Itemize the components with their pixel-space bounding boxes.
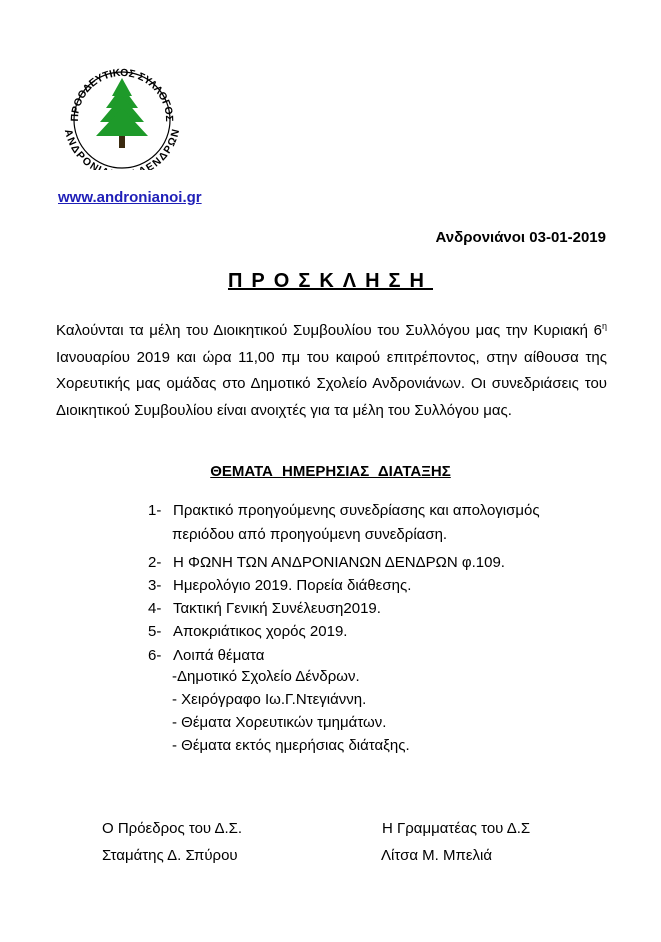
agenda-heading: ΘΕΜΑΤΑ ΗΜΕΡΗΣΙΑΣ ΔΙΑΤΑΞΗΣ xyxy=(210,463,451,480)
agenda-item: 3- Ημερολόγιο 2019. Πορεία διάθεσης. xyxy=(148,577,412,594)
logo-text-top: ΠΡΟΟΔΕΥΤΙΚΟΣ ΣΥΛΛΟΓΟΣ xyxy=(68,66,176,122)
agenda-item: 6- Λοιπά θέματα xyxy=(148,647,265,664)
secretary-role: Η Γραμματέας του Δ.Σ xyxy=(382,820,531,837)
agenda-subitem: -Δημοτικό Σχολείο Δένδρων. xyxy=(172,668,360,685)
document-title: ΠΡΟΣΚΛΗΣΗ xyxy=(227,270,433,292)
agenda-subitem: - Θέματα εκτός ημερήσιας διάταξης. xyxy=(172,737,410,754)
agenda-item: 1- Πρακτικό προηγούμενης συνεδρίασης και απολογισμός xyxy=(148,502,540,519)
president-name: Σταμάτης Δ. Σπύρου xyxy=(102,847,238,864)
tree-seal-icon xyxy=(62,66,182,170)
agenda-subitem: - Χειρόγραφο Ιω.Γ.Ντεγιάννη. xyxy=(172,691,367,708)
invitation-paragraph: Καλούνται τα μέλη του Διοικητικού Συμβουλίου του Συλλόγου μας την Κυριακή $6^\eta$ Ιανουαρίου 2019 και ώρα 11,00 πμ του καιρού επιτρέποντος, στην αίθουσα της Χορευτικής μας ομάδας στο Δημοτικό Σχολείο Ανδρονιάνων. Οι συνεδριάσεις του Διοικητικού Συμβουλίου είναι ανοιχτές για τα μέλη του Συλλόγου μας. xyxy=(56,321,607,419)
agenda-item: 2- Η ΦΩΝΗ ΤΩΝ ΑΝΔΡΟΝΙΑΝΩΝ ΔΕΝΔΡΩΝ φ.109. xyxy=(148,554,505,571)
agenda-item: 4- Τακτική Γενική Συνέλευση2019. xyxy=(148,600,381,617)
website-link[interactable]: www.andronianoi.gr xyxy=(58,189,202,206)
association-logo xyxy=(62,66,182,170)
fir-tree-icon xyxy=(96,78,148,148)
secretary-name: Λίτσα Μ. Μπελιά xyxy=(381,847,493,864)
agenda-item: 5- Αποκριάτικος χορός 2019. xyxy=(148,623,348,640)
agenda-subitem: - Θέματα Χορευτικών τμημάτων. xyxy=(172,714,387,731)
logo-text-bottom: ΑΝΔΡΟΝ ΕΝΔΡΩΝ xyxy=(62,128,182,170)
president-role: Ο Πρόεδρος του Δ.Σ. xyxy=(102,820,243,837)
place-date: Ανδρονιάνοι 03-01-2019 xyxy=(435,229,606,246)
agenda-item-continuation: περιόδου από προηγούμενη συνεδρίαση. xyxy=(172,526,448,543)
